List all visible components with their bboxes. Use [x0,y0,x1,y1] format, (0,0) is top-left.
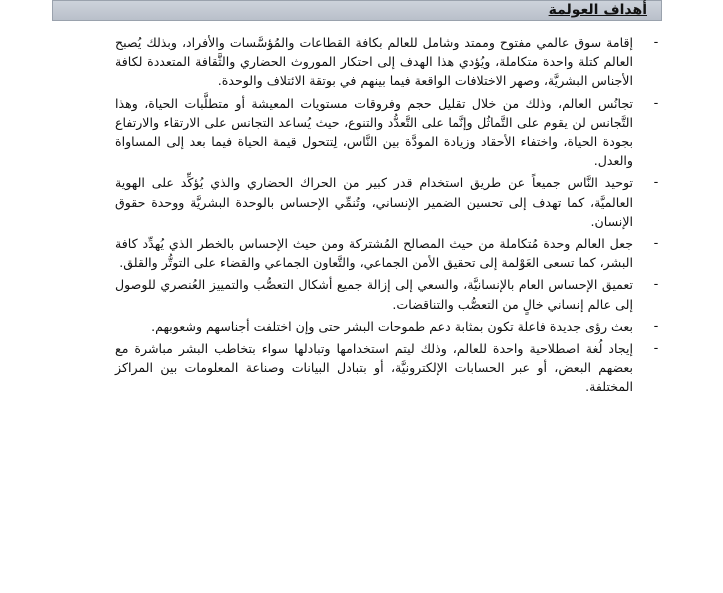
goals-list [115,33,659,400]
list-item [115,339,659,397]
list-item [115,234,659,272]
bullet-marker: - [653,318,659,334]
list-item-text: جعل العالم وحدة مُتكاملة من حيث المصالح المُشتركة ومن حيث الإحساس بالخطر الذي يُهدِّد كافة البشر، كما تسعى العَوْلمة إلى تحقيق الأمن الجماعي، والتَّعاون الجماعي والقضاء على التوتُّر والقلق. [115,236,633,271]
list-item [115,33,659,91]
list-item [115,94,659,171]
list-item [115,317,659,336]
list-item [115,275,659,313]
list-item-text: إقامة سوق عالمي مفتوح وممتد وشامل للعالم بكافة القطاعات والمُؤسَّسات والأفراد، وبذلك يُصبح العالم كتلة واحدة متكاملة، ويُؤدي هذا الهدف إلى احتكار الموروث الحضاري والثَّقافة المتعددة لكافة الأجناس البشريَّة، وصهر الاختلافات الواقعة فيما بينهم في بوتقة الائتلاف والوحدة. [115,35,633,89]
list-item-text: تعميق الإحساس العام بالإنسانيَّة، والسعي إلى إزالة جميع أشكال التعصُّب والتمييز العُنصري للوصول إلى عالم إنساني خالٍ من التعصُّب والتناقضات. [115,277,633,312]
list-item-text: إيجاد لُغة اصطلاحية واحدة للعالم، وذلك ليتم استخدامها وتبادلها سواء بتخاطب البشر مباشرة مع بعضهم البعض، أو عبر الحسابات الإلكترونيَّة، أو بتبادل البيانات وصناعة المعلومات بين المراكز المختلفة. [115,341,633,395]
bullet-marker: - [653,341,659,357]
list-item-text: بعث رؤى جديدة فاعلة تكون بمثابة دعم طموحات البشر حتى وإن اختلفت أجناسهم وشعوبهم. [151,318,633,334]
bullet-marker: - [653,236,659,252]
list-item [115,173,659,231]
list-item-text: تجانُس العالم، وذلك من خلال تقليل حجم وفروقات مستويات المعيشة أو متطلَّبات الحياة، وهذا التَّجانس لن يقوم على التَّماثُل وإنَّما على التَّعدُّد والتنوع، حيث يُساعد التجانس على الارتقاء والارتفاع بجودة الحياة، واختفاء الأحقاد وزيادة المودَّة بين النَّاس، لِتتحول قيمة الحياة فيما بعد إلى المساواة والعدل. [115,95,633,169]
heading-bar [52,0,662,21]
bullet-marker: - [653,175,659,191]
list-item-text: توحيد النَّاس جميعاً عن طريق استخدام قدر كبير من الحراك الحضاري والذي يُؤكِّد على الهوية العالميَّة، كما تهدف إلى تحسين الضمير الإنساني، وتُنمِّي الإحساس بالوحدة البشريَّة ووحدة حقوق الإنسان. [115,175,633,229]
bullet-marker: - [653,35,659,50]
page-title: أهداف العولمة [548,2,647,18]
bullet-marker: - [653,95,659,111]
bullet-marker: - [653,277,659,293]
